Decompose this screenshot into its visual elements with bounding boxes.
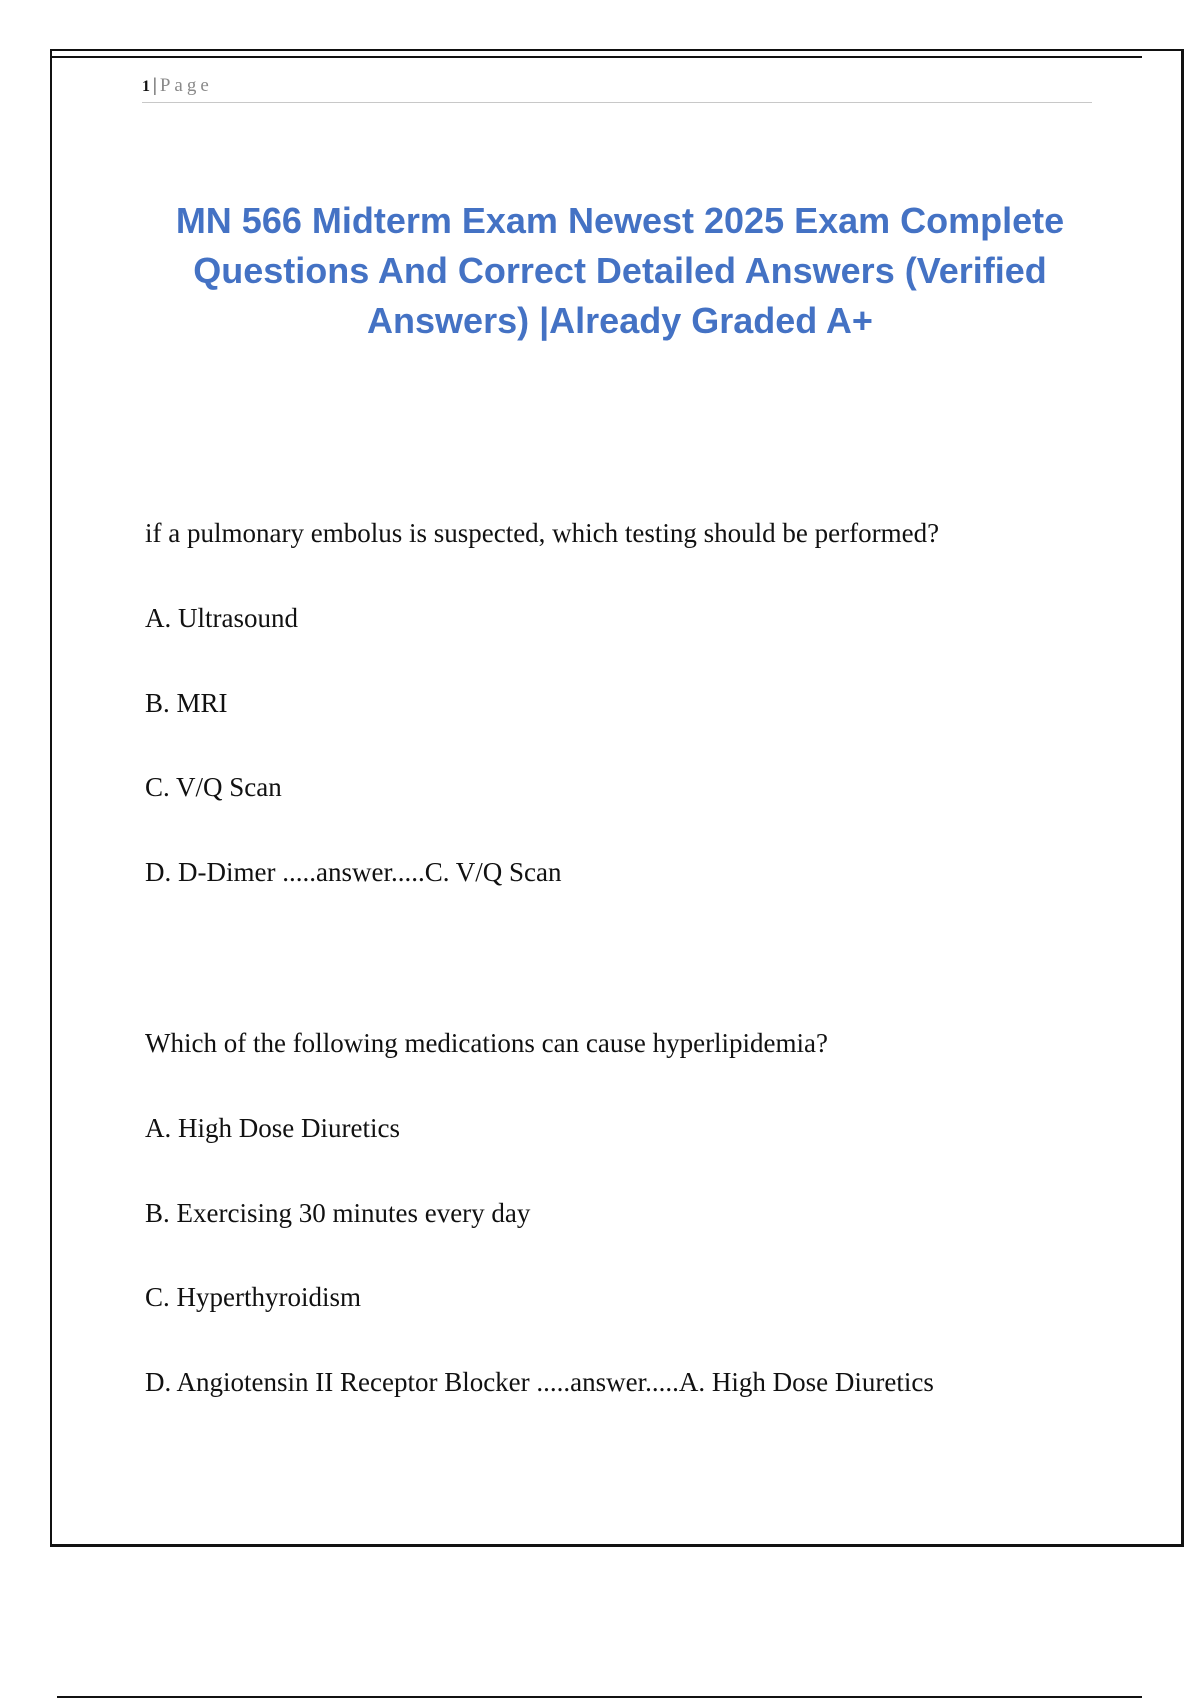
question-1-option-a: A. Ultrasound (145, 603, 298, 633)
question-2-text: Which of the following medications can cause hyperlipidemia? (145, 1028, 829, 1058)
document-title: MN 566 Midterm Exam Newest 2025 Exam Complete Questions And Correct Detailed Answers (Verified Answers) |Already Graded A+ (175, 200, 1065, 341)
page-label: Page (159, 75, 213, 96)
page-header (142, 72, 1092, 103)
top-border-rule (52, 56, 1142, 58)
question-1-option-c: C. V/Q Scan (145, 772, 282, 802)
question-2-option-c: C. Hyperthyroidism (145, 1282, 361, 1312)
question-1-option-b: B. MRI (145, 688, 228, 718)
header-separator: | (153, 75, 157, 96)
page-number: 1 (142, 78, 150, 95)
question-2-option-a: A. High Dose Diuretics (145, 1113, 400, 1143)
question-2-option-d-answer: D. Angiotensin II Receptor Blocker .....answer.....A. High Dose Diuretics (145, 1367, 934, 1397)
question-1-text: if a pulmonary embolus is suspected, which testing should be performed? (145, 518, 940, 548)
question-2-option-b: B. Exercising 30 minutes every day (145, 1198, 531, 1228)
question-1-option-d-answer: D. D-Dimer .....answer.....C. V/Q Scan (145, 857, 562, 887)
bottom-border-rule (57, 1696, 1142, 1698)
